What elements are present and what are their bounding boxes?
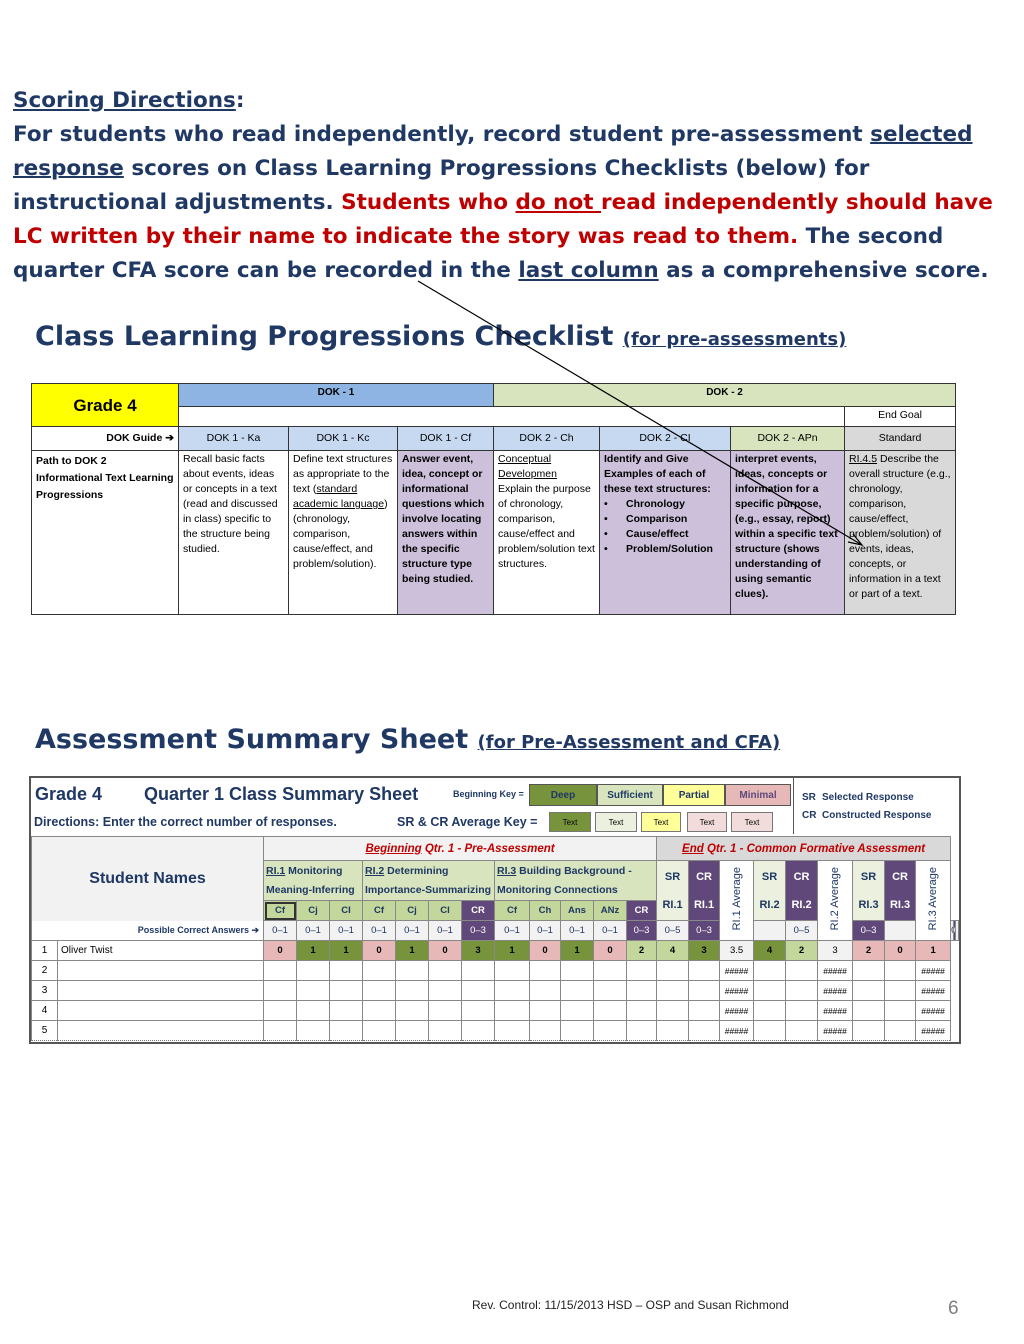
score-cell[interactable]: 3 xyxy=(818,941,853,961)
possible-range: 0–5 xyxy=(657,921,689,941)
possible-range: 0–3 xyxy=(462,921,495,941)
pre-code: Cj xyxy=(396,901,429,921)
possible-range: 0–1 xyxy=(297,921,330,941)
score-cell[interactable]: 0 xyxy=(885,941,916,961)
possible-answers-label: Possible Correct Answers ➔ xyxy=(32,921,264,941)
pre-code: CI xyxy=(429,901,462,921)
key-sufficient: Sufficient xyxy=(597,784,663,806)
list-item: • Chronology xyxy=(604,497,726,512)
score-cell[interactable]: 0 xyxy=(264,941,297,961)
cfa-cr-ri2: CR RI.2 xyxy=(786,861,818,921)
pre-code: CI xyxy=(330,901,363,921)
average-key-label: SR & CR Average Key = xyxy=(397,815,538,829)
score-cell[interactable]: 1 xyxy=(330,941,363,961)
pre-code: Cf xyxy=(363,901,396,921)
score-cell[interactable]: ##### xyxy=(916,961,951,981)
score-cell[interactable]: 2 xyxy=(853,941,885,961)
cfa-sr-ri2: SR RI.2 xyxy=(754,861,786,921)
kc-cell: Define text structures as appropriate to the text (standard academic language) (chronology, comparison, cause/effect, and problem/solution). xyxy=(289,451,398,615)
ka-cell: Recall basic facts about events, ideas or concepts in a text (read and discussed in class) specific to the structure being studied. xyxy=(179,451,289,615)
directions-heading: Scoring Directions xyxy=(13,88,236,113)
possible-range: 0–1 xyxy=(594,921,627,941)
score-cell[interactable]: ##### xyxy=(720,981,754,1001)
pre-code: Ch xyxy=(530,901,561,921)
directions-text-2: scores on Class Learning Progressions Checklists (below) for instructional adjustments. xyxy=(13,156,870,215)
col-dok2-ch: DOK 2 - Ch xyxy=(494,427,600,451)
score-cell[interactable]: ##### xyxy=(916,1021,951,1041)
score-cell[interactable]: ##### xyxy=(818,1021,853,1041)
avg-key-deep: Text xyxy=(549,812,591,832)
key-partial: Partial xyxy=(663,784,725,806)
sheet-directions: Directions: Enter the correct number of responses. xyxy=(34,815,337,829)
score-cell[interactable]: ##### xyxy=(818,981,853,1001)
score-cell[interactable]: 1 xyxy=(916,941,951,961)
pre-code: Cf xyxy=(495,901,530,921)
page-number: 6 xyxy=(948,1298,959,1319)
cfa-cr-ri1: CR RI.1 xyxy=(689,861,720,921)
sheet-grade: Grade 4 xyxy=(35,784,103,804)
ri3-standard: RI.3 Building Background - Monitoring Connections xyxy=(495,861,657,901)
avg-key-low: Text xyxy=(687,812,727,832)
sheet-title: Quarter 1 Class Summary Sheet xyxy=(144,784,419,804)
ch-cell: Conceptual Developmen Explain the purpose of chronology, comparison, cause/effect and problem/solution text structures. xyxy=(494,451,600,615)
score-cell[interactable]: 2 xyxy=(627,941,657,961)
score-cell[interactable]: ##### xyxy=(720,1021,754,1041)
beginning-key-label: Beginning Key = xyxy=(453,789,524,799)
do-not-term: do not xyxy=(515,190,602,215)
score-cell[interactable]: ##### xyxy=(916,1001,951,1021)
score-cell[interactable]: 1 xyxy=(297,941,330,961)
dok1-header: DOK - 1 xyxy=(179,384,494,407)
ci-cell: Identify and Give Examples of each of these text structures: • Chronology • Comparison • Cause/effect • Problem/Solution xyxy=(600,451,731,615)
score-cell[interactable]: 3 xyxy=(689,941,720,961)
score-cell[interactable]: 0 xyxy=(594,941,627,961)
possible-range: 0–1 xyxy=(363,921,396,941)
student-names-header: Student Names xyxy=(32,837,264,921)
pre-assessment-header: Beginning Qtr. 1 - Pre-Assessment xyxy=(264,837,657,861)
list-item: • Cause/effect xyxy=(604,527,726,542)
score-cell[interactable]: ##### xyxy=(720,1001,754,1021)
col-dok2-ci: DOK 2 - CI xyxy=(600,427,731,451)
possible-range: 0–3 xyxy=(853,921,885,941)
pre-code: ANz xyxy=(594,901,627,921)
score-cell[interactable]: 1 xyxy=(561,941,594,961)
apn-cell: interpret events, ideas, concepts or information for a specific purpose, (e.g., essay, report) within a specific text structure (shows understanding of using semantic clues). xyxy=(731,451,845,615)
row-number: 2 xyxy=(32,961,58,981)
score-cell[interactable]: 3.5 xyxy=(720,941,754,961)
dok2-header: DOK - 2 xyxy=(494,384,956,407)
arrow-head xyxy=(848,534,862,545)
pre-code: CR xyxy=(627,901,657,921)
cf-cell: Answer event, idea, concept or informational questions which involve locating answers within the specific structure type being studied. xyxy=(398,451,494,615)
pre-code: Cj xyxy=(297,901,330,921)
possible-range: 0–1 xyxy=(264,921,297,941)
score-cell[interactable]: ##### xyxy=(818,1001,853,1021)
row-number: 4 xyxy=(32,1001,58,1021)
ri3-average-header: RI.3 Average xyxy=(916,861,951,941)
directions-text-3: The second quarter CFA score can be recorded in the xyxy=(13,224,944,283)
possible-range: 0–3 xyxy=(689,921,720,941)
col-dok1-cf: DOK 1 - Cf xyxy=(398,427,494,451)
path-cell: Path to DOK 2 Informational Text Learning Progressions xyxy=(32,451,179,615)
avg-key-minimal: Text xyxy=(731,812,773,832)
pre-code: Ans xyxy=(561,901,594,921)
standard-cell: RI.4.5 Describe the overall structure (e.g., chronology, comparison, cause/effect, problem/solution) of events, ideas, concepts, or information in a text or part of a text. xyxy=(845,451,956,615)
key-deep: Deep xyxy=(529,784,597,806)
list-item: • Comparison xyxy=(604,512,726,527)
student-name-field[interactable]: Oliver Twist xyxy=(58,941,264,961)
cfa-header: End Qtr. 1 - Common Formative Assessment xyxy=(657,837,951,861)
cfa-sr-ri1: SR RI.1 xyxy=(657,861,689,921)
checklist-title: Class Learning Progressions Checklist (for pre-assessments) xyxy=(35,321,847,352)
score-cell[interactable]: ##### xyxy=(916,981,951,1001)
selected-response-term: selected response xyxy=(13,122,973,181)
col-dok2-apn: DOK 2 - APn xyxy=(731,427,845,451)
last-column-term: last column xyxy=(518,258,659,283)
avg-key-partial: Text xyxy=(641,812,681,832)
list-item: • Problem/Solution xyxy=(604,542,726,557)
score-cell[interactable]: 1 xyxy=(495,941,530,961)
pre-code: Cf xyxy=(264,901,297,921)
col-standard: Standard xyxy=(845,427,956,451)
possible-range: 0–3 xyxy=(627,921,657,941)
score-cell[interactable]: 1 xyxy=(396,941,429,961)
row-number: 5 xyxy=(32,1021,58,1041)
score-cell[interactable]: 4 xyxy=(657,941,689,961)
possible-range: 0–5 xyxy=(786,921,818,941)
ri2-standard: RI.2 Determining Importance-Summarizing xyxy=(363,861,495,901)
sr-cr-legend: SR Selected Response CR Constructed Response xyxy=(793,778,959,834)
score-cell[interactable]: ##### xyxy=(818,961,853,981)
ri1-standard: RI.1 Monitoring Meaning-Inferring xyxy=(264,861,363,901)
score-cell[interactable]: 4 xyxy=(754,941,786,961)
col-dok1-ka: DOK 1 - Ka xyxy=(179,427,289,451)
score-cell[interactable]: 0 xyxy=(530,941,561,961)
score-cell[interactable]: ##### xyxy=(720,961,754,981)
possible-range: 0–1 xyxy=(561,921,594,941)
avg-key-sufficient: Text xyxy=(595,812,637,832)
score-cell[interactable]: 0 xyxy=(429,941,462,961)
cfa-sr-ri3: SR RI.3 xyxy=(853,861,885,921)
end-goal-label: End Goal xyxy=(845,407,956,427)
col-dok1-kc: DOK 1 - Kc xyxy=(289,427,398,451)
score-cell[interactable]: 3 xyxy=(462,941,495,961)
score-cell[interactable]: 0 xyxy=(363,941,396,961)
ri2-average-header: RI.2 Average xyxy=(818,861,853,941)
grade-cell: Grade 4 xyxy=(32,384,179,427)
row-number: 3 xyxy=(32,981,58,1001)
pre-code: CR xyxy=(462,901,495,921)
revision-control: Rev. Control: 11/15/2013 HSD – OSP and Susan Richmond xyxy=(472,1298,789,1312)
possible-range: 0–1 xyxy=(429,921,462,941)
possible-range: 0–1 xyxy=(530,921,561,941)
row-number: 1 xyxy=(32,941,58,961)
cfa-cr-ri3: CR RI.3 xyxy=(885,861,916,921)
possible-range: 0–1 xyxy=(396,921,429,941)
score-cell[interactable]: 2 xyxy=(786,941,818,961)
directions-text-1: For students who read independently, record student pre-assessment xyxy=(13,122,871,147)
summary-title: Assessment Summary Sheet (for Pre-Assessment and CFA) xyxy=(35,724,781,755)
ri1-average-header: RI.1 Average xyxy=(720,861,754,941)
scoring-directions: Scoring Directions: For students who read independently, record student pre-assessment selected response scores on Class Learning Progressions Checklists (below) for instructional adjustments. Students who do not read independently should have LC written by their name to indicate the story was read to them. The second quarter CFA score can be recorded in the last column as a comprehensive score. xyxy=(13,88,993,283)
possible-range: 0–1 xyxy=(495,921,530,941)
possible-range: 0–1 xyxy=(330,921,363,941)
key-minimal: Minimal xyxy=(725,784,791,806)
arrow-line xyxy=(418,281,862,545)
dok-guide-label: DOK Guide ➔ xyxy=(32,427,179,451)
